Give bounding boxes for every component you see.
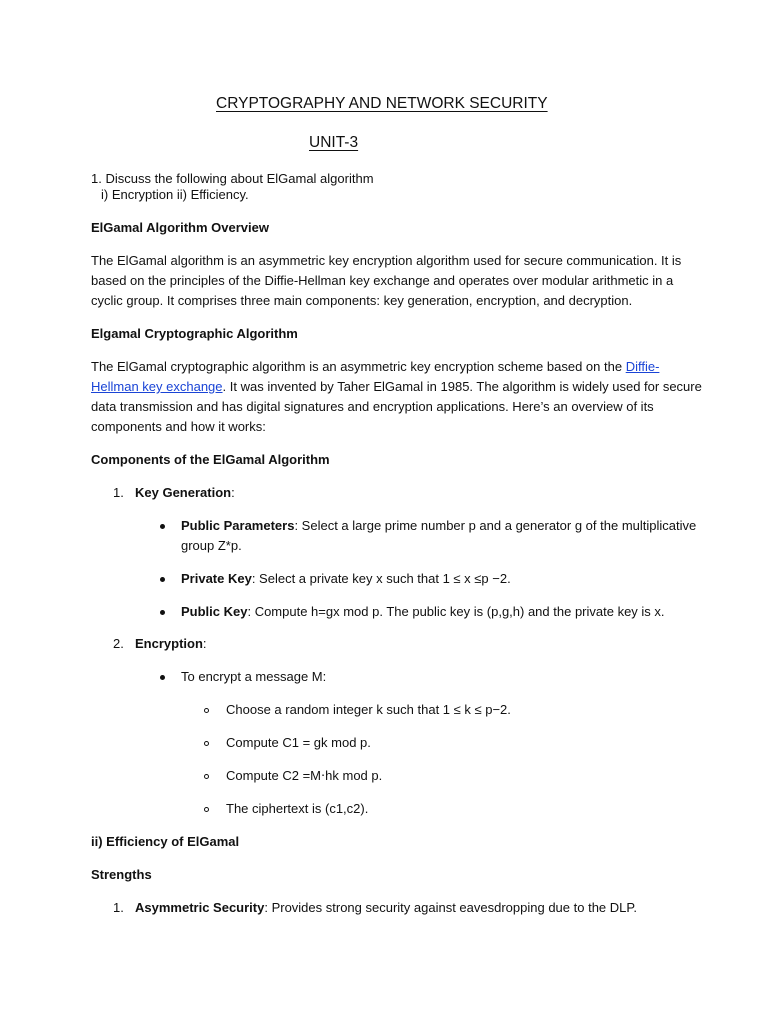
crypto-line-1: [91, 357, 659, 377]
crypto-line-2-text: . It was invented by Taher ElGamal in 1985. The algorithm is widely used for secure: [222, 379, 702, 394]
public-parameters-label: Public Parameters: [181, 518, 295, 533]
item-2-label: Encryption: [135, 636, 203, 651]
item-1-colon: :: [231, 485, 235, 500]
bullet-icon: [160, 577, 165, 582]
page-title: CRYPTOGRAPHY AND NETWORK SECURITY: [216, 95, 548, 112]
item-1-label: Key Generation: [135, 485, 232, 500]
strength-1-number: 1.: [113, 900, 124, 915]
enc-step-1: Choose a random integer k such that 1 ≤ k ≤ p−2.: [226, 702, 511, 717]
public-key-text: : Compute h=gx mod p. The public key is (p,g,h) and the private key is x.: [247, 604, 665, 619]
circle-bullet-icon: [204, 774, 209, 779]
overview-line-2: based on the principles of the Diffie-Hellman key exchange and operates over modular arithmetic in a: [91, 273, 674, 288]
crypto-line-1-text: The ElGamal cryptographic algorithm is an asymmetric key encryption scheme based on the: [91, 359, 626, 374]
strengths-heading: Strengths: [91, 867, 152, 882]
circle-bullet-icon: [204, 708, 209, 713]
public-parameters-line: [181, 516, 696, 536]
public-parameters-line-2: group Z*p.: [181, 538, 242, 553]
overview-line-3: cyclic group. It comprises three main components: key generation, encryption, and decryption.: [91, 293, 633, 308]
question-line-1: 1. Discuss the following about ElGamal algorithm: [91, 171, 374, 186]
question-line-2: i) Encryption ii) Efficiency.: [101, 187, 249, 202]
crypto-line-4: components and how it works:: [91, 419, 266, 434]
diffie-hellman-link-continued[interactable]: Hellman key exchange: [91, 379, 223, 394]
private-key-text: : Select a private key x such that 1 ≤ x ≤p −2.: [251, 571, 511, 586]
overview-heading: ElGamal Algorithm Overview: [91, 220, 269, 235]
circle-bullet-icon: [204, 807, 209, 812]
item-2-number: 2.: [113, 636, 124, 651]
enc-step-2: Compute C1 = gk mod p.: [226, 735, 371, 750]
overview-line-1: The ElGamal algorithm is an asymmetric key encryption algorithm used for secure communication. It is: [91, 253, 682, 268]
crypto-line-2: [91, 377, 702, 397]
components-heading: Components of the ElGamal Algorithm: [91, 452, 330, 467]
strength-1-line: [135, 898, 637, 918]
enc-step-3: Compute C2 =M⋅hk mod p.: [226, 768, 383, 783]
item-1-title: [135, 483, 235, 503]
private-key-line: [181, 569, 511, 589]
item-2-title: [135, 634, 207, 654]
crypto-line-3: data transmission and has digital signatures and encryption applications. Here’s an overview of its: [91, 399, 654, 414]
public-parameters-text: : Select a large prime number p and a generator g of the multiplicative: [294, 518, 697, 533]
circle-bullet-icon: [204, 741, 209, 746]
unit-title: UNIT-3: [309, 134, 359, 151]
efficiency-heading: ii) Efficiency of ElGamal: [91, 834, 240, 849]
encrypt-intro: To encrypt a message M:: [181, 669, 327, 684]
bullet-icon: [160, 524, 165, 529]
diffie-hellman-link[interactable]: Diffie-: [625, 359, 660, 374]
strength-1-text: : Provides strong security against eavesdropping due to the DLP.: [264, 900, 637, 915]
private-key-label: Private Key: [181, 571, 252, 586]
bullet-icon: [160, 675, 165, 680]
item-2-colon: :: [202, 636, 207, 651]
crypto-heading: Elgamal Cryptographic Algorithm: [91, 326, 298, 341]
strength-1-label: Asymmetric Security: [135, 900, 265, 915]
enc-step-4: The ciphertext is (c1,c2).: [226, 801, 369, 816]
public-key-label: Public Key: [181, 604, 248, 619]
bullet-icon: [160, 610, 165, 615]
public-key-line: [181, 602, 665, 622]
item-1-number: 1.: [113, 485, 124, 500]
